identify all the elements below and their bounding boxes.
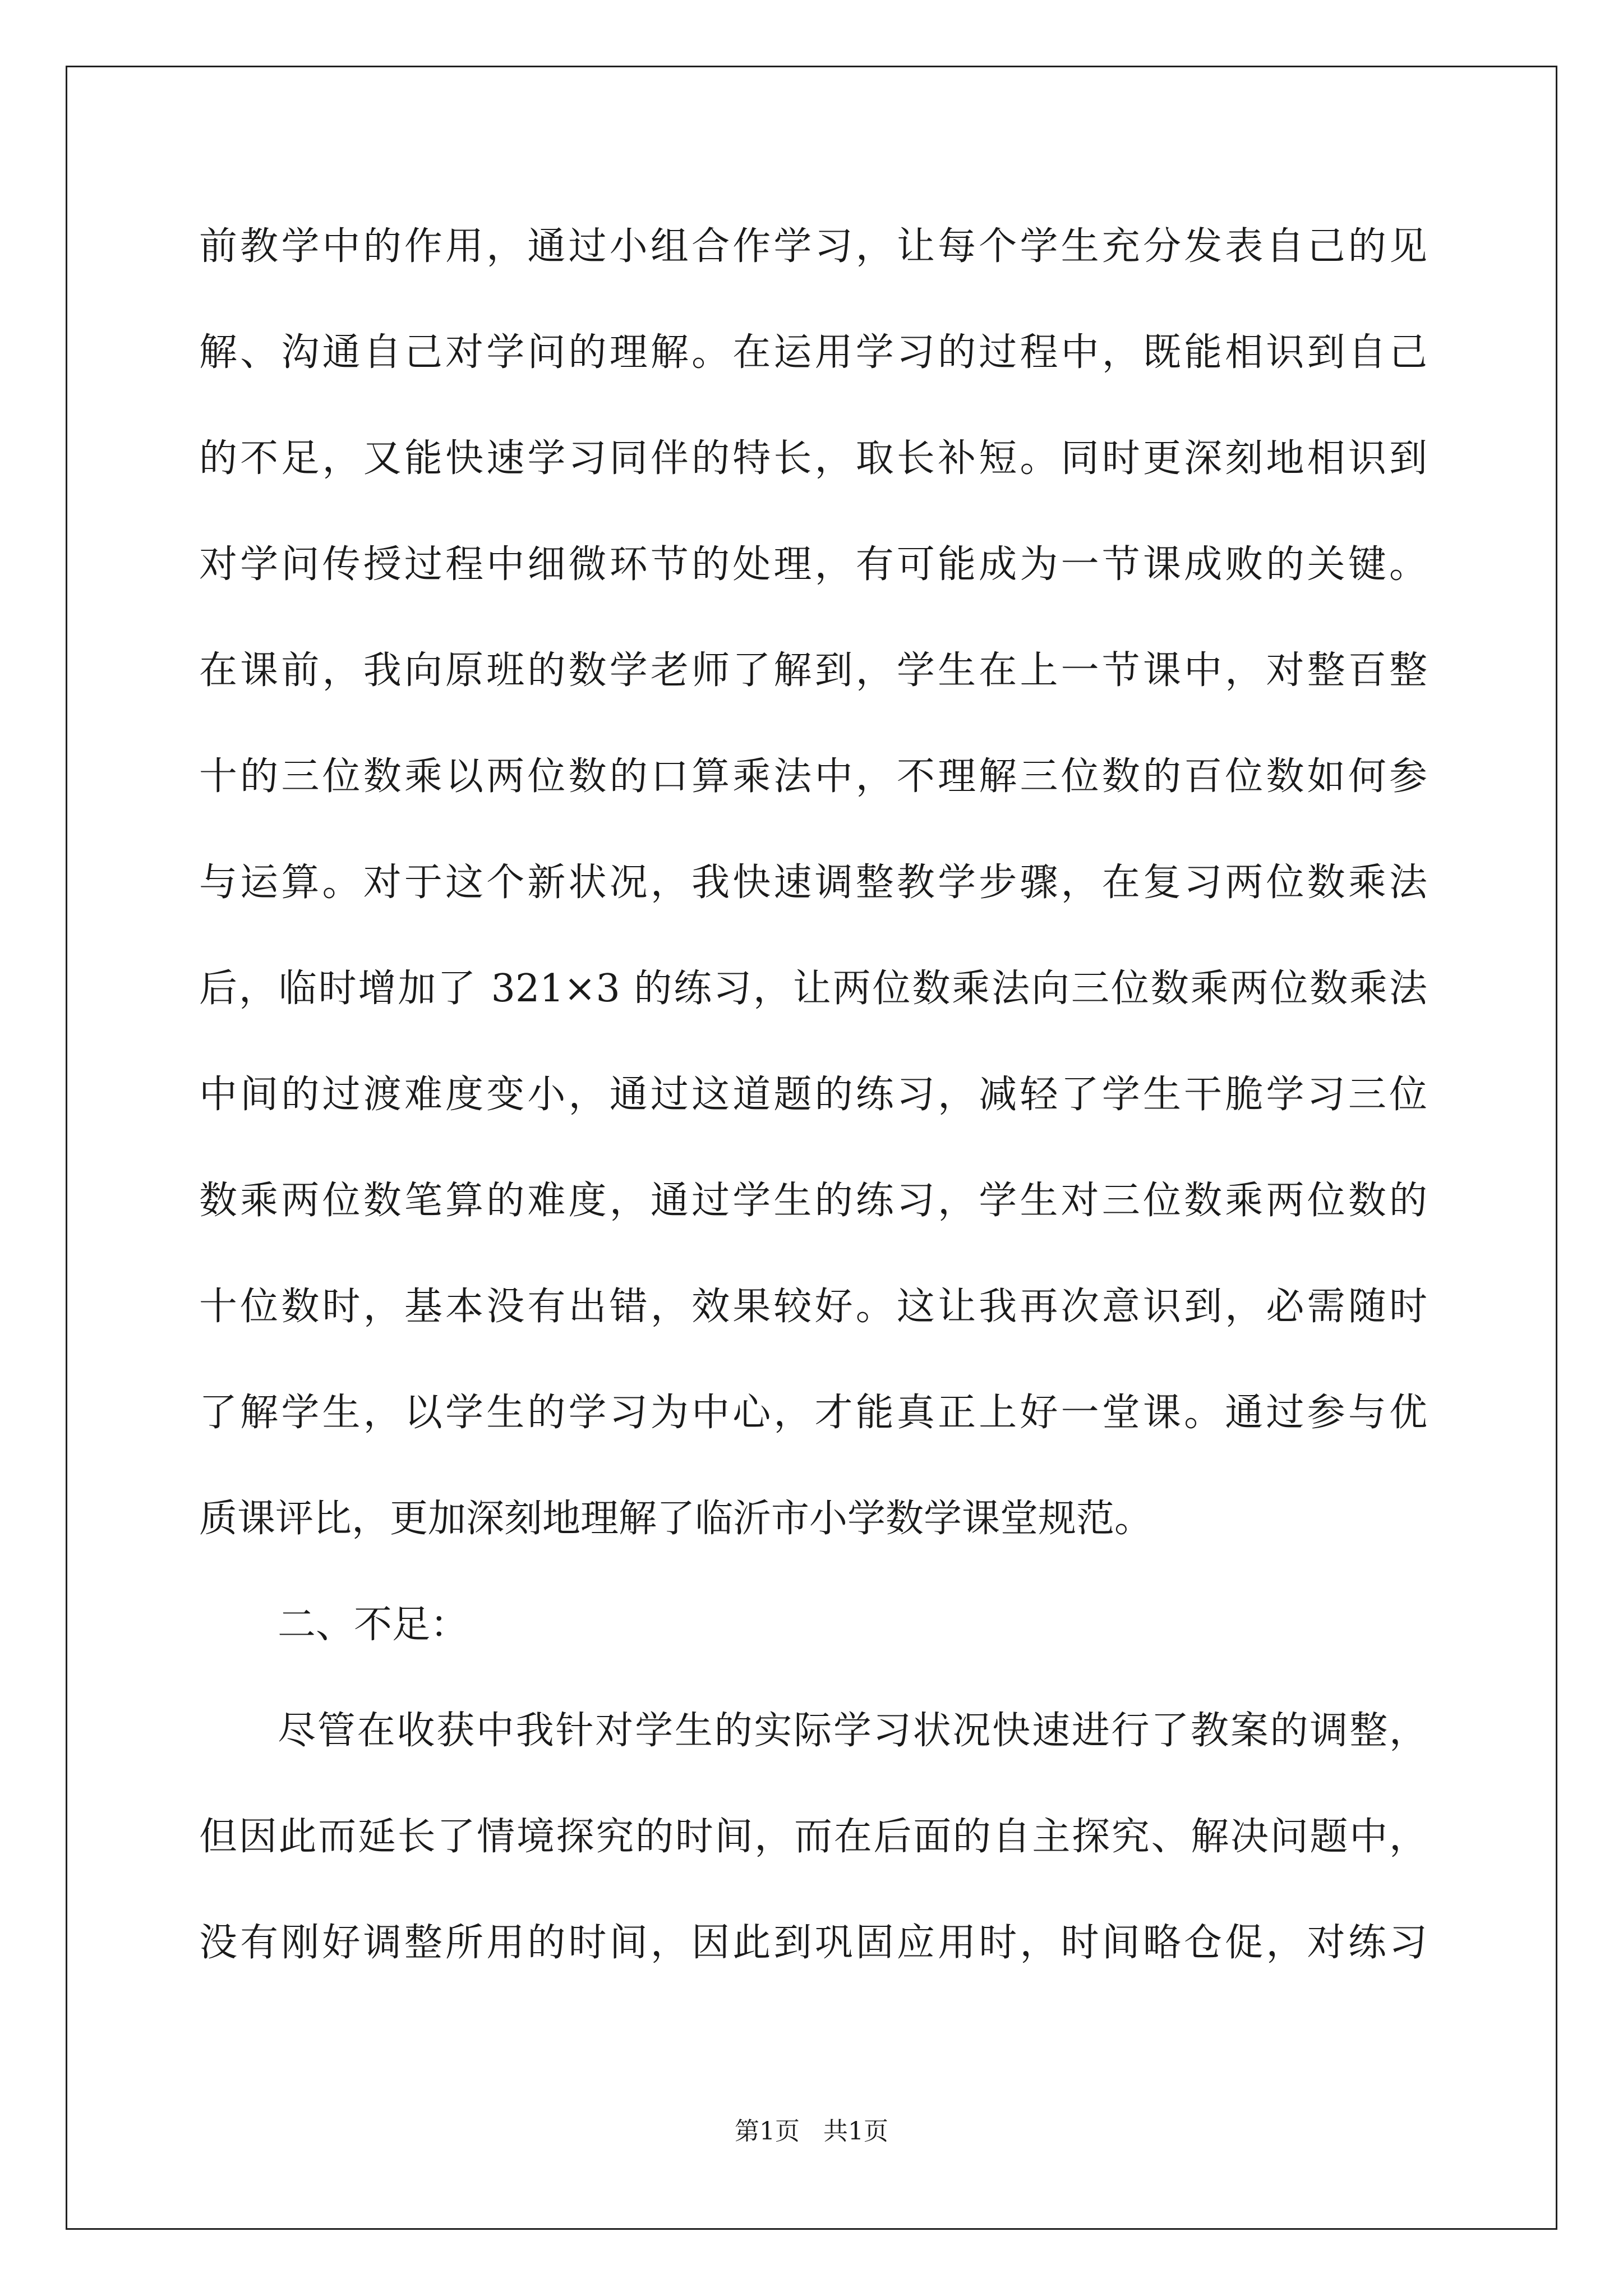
paragraph-line: 十位数时，基本没有出错，效果较好。这让我再次意识到，必需随时 (199, 1285, 1427, 1329)
paragraph-line: 的不足，又能快速学习同伴的特长，取长补短。同时更深刻地相识到 (199, 436, 1427, 481)
paragraph-line: 中间的过渡难度变小，通过这道题的练习，减轻了学生干脆学习三位 (199, 1073, 1427, 1117)
paragraph-line: 在课前，我向原班的数学老师了解到，学生在上一节课中，对整百整 (199, 648, 1427, 693)
paragraph-line: 尽管在收获中我针对学生的实际学习状况快速进行了教案的调整， (278, 1709, 1427, 1753)
paragraph-line: 数乘两位数笔算的难度，通过学生的练习，学生对三位数乘两位数的 (199, 1179, 1427, 1223)
paragraph-line: 后，临时增加了 321×3 的练习，让两位数乘法向三位数乘两位数乘法 (199, 967, 1427, 1011)
paragraph-line: 前教学中的作用，通过小组合作学习，让每个学生充分发表自己的见 (199, 224, 1427, 269)
paragraph-line: 十的三位数乘以两位数的口算乘法中，不理解三位数的百位数如何参 (199, 754, 1427, 799)
paragraph-line: 没有刚好调整所用的时间，因此到巩固应用时，时间略仓促，对练习 (199, 1921, 1427, 1965)
section-heading: 二、不足： (278, 1603, 469, 1647)
paragraph-line: 质课评比，更加深刻地理解了临沂市小学数学课堂规范。 (199, 1497, 1153, 1541)
paragraph-line: 但因此而延长了情境探究的时间，而在后面的自主探究、解决问题中， (199, 1815, 1427, 1859)
page-border (66, 66, 1557, 2230)
page-number-footer: 第1页 共1页 (735, 2117, 888, 2146)
paragraph-line: 对学问传授过程中细微环节的处理，有可能成为一节课成败的关键。 (199, 542, 1427, 587)
paragraph-line: 了解学生，以学生的学习为中心，才能真正上好一堂课。通过参与优 (199, 1391, 1427, 1435)
paragraph-line: 与运算。对于这个新状况，我快速调整教学步骤，在复习两位数乘法 (199, 861, 1427, 905)
paragraph-line: 解、沟通自己对学问的理解。在运用学习的过程中，既能相识到自己 (199, 330, 1427, 375)
